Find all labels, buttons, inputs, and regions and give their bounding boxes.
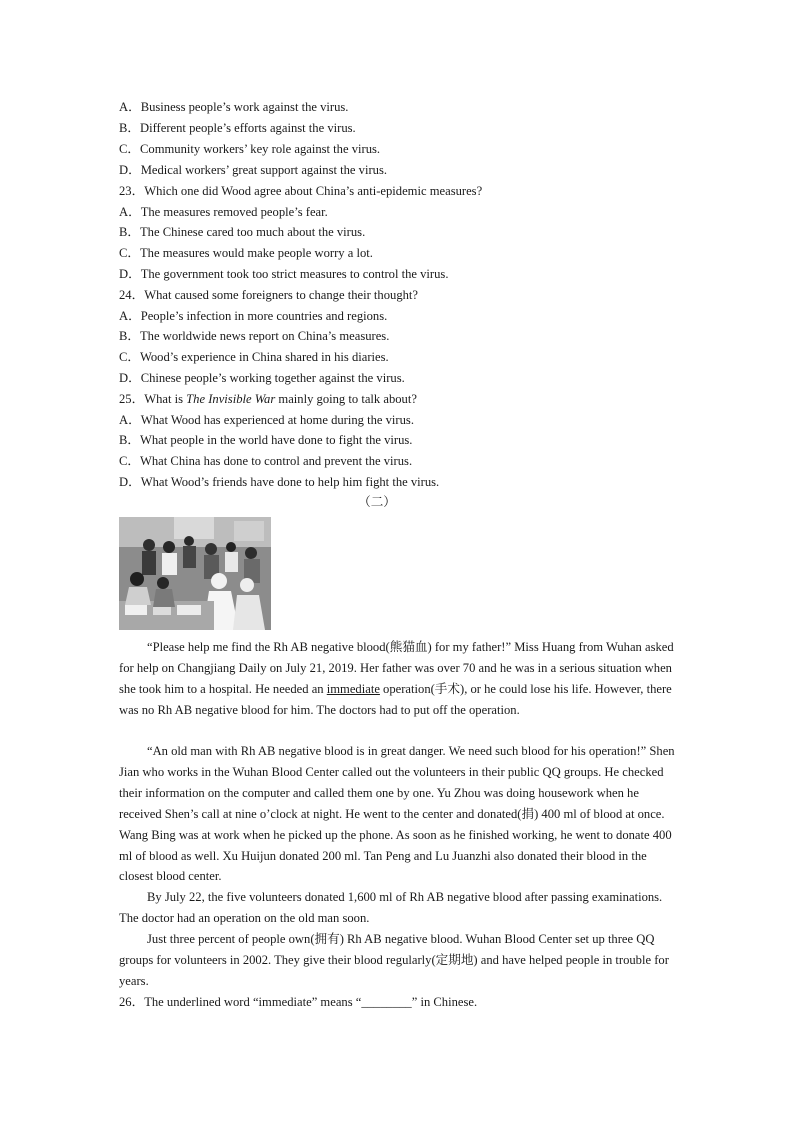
volunteers-photo: [119, 517, 271, 630]
q25-option-a: A．What Wood has experienced at home during the virus.: [119, 413, 414, 427]
q26-stem: 26．The underlined word “immediate” means “________” in Chinese.: [119, 995, 478, 1009]
q23-option-a: A．The measures removed people’s fear.: [119, 205, 328, 219]
passage-p3-text: By July 22, the five volunteers donated 1,600 ml of Rh AB negative blood after passing examinations. The doctor had an operation on the old man soon.: [119, 890, 663, 925]
q24-option-d: D．Chinese people’s working together against the virus.: [119, 371, 405, 385]
q25-book-title: The Invisible War: [186, 392, 276, 406]
q25-stem-suffix: mainly going to talk about?: [275, 392, 417, 406]
q25-stem-prefix: 25．What is: [119, 392, 187, 406]
q24-option-a: A．People’s infection in more countries and regions.: [119, 309, 388, 323]
passage-p1-part1: “Please help me find the Rh AB negative blood(熊猫血) for my father!” Miss Huang from Wuhan asked for help on Changjiang Daily on July 21, 2019. Her father was over 70 and he was in a serious situation when she took him to a hospital. He needed an: [119, 640, 674, 696]
q25-option-c: C．What China has done to control and prevent the virus.: [119, 454, 413, 468]
underlined-word-immediate: immediate: [326, 681, 380, 696]
q22-option-a: A．Business people’s work against the virus.: [119, 100, 349, 114]
q23-option-b: B．The Chinese cared too much about the virus.: [119, 225, 366, 239]
passage-paragraph-1: [119, 637, 679, 721]
passage-p2-text: “An old man with Rh AB negative blood is in great danger. We need such blood for his operation!” Shen Jian who works in the Wuhan Blood Center called out the volunteers in their public QQ groups. He checked their information on the computer and called them one by one. Yu Zhou was doing housework when he received Shen’s call at nine o’clock at night. He went to the center and donated(捐) 400 ml of blood at once. Wang Bing was at work when he picked up the phone. As soon as he finished working, he went to donate 400 ml of blood as well. Xu Huijun donated 200 ml. Tan Peng and Lu Juanzhi also donated their blood in the closest blood center.: [119, 744, 675, 884]
passage-paragraph-4: [119, 929, 679, 992]
passage-p1-part2: operation(手术), or he could lose his life. However, there was no Rh AB negative blood for him. The doctors had to put off the operation.: [119, 681, 672, 717]
passage-paragraph-3: [119, 887, 679, 929]
passage-p4-text: Just three percent of people own(拥有) Rh AB negative blood. Wuhan Blood Center set up three QQ groups for volunteers in 2002. They give their blood regularly(定期地) and have helped people in trouble for years.: [119, 932, 669, 988]
passage-paragraph-2: [119, 741, 679, 887]
q25-option-d: D．What Wood’s friends have done to help him fight the virus.: [119, 475, 440, 489]
q23-option-c: C．The measures would make people worry a lot.: [119, 246, 373, 260]
q22-option-d: D．Medical workers’ great support against the virus.: [119, 163, 388, 177]
section-heading: （二）: [358, 495, 396, 509]
q24-option-b: B．The worldwide news report on China’s measures.: [119, 329, 390, 343]
q22-option-c: C．Community workers’ key role against the virus.: [119, 142, 381, 156]
q22-option-b: B．Different people’s efforts against the virus.: [119, 121, 356, 135]
q23-option-d: D．The government took too strict measures to control the virus.: [119, 267, 449, 281]
q25-stem: [119, 391, 417, 407]
q25-option-b: B．What people in the world have done to fight the virus.: [119, 433, 413, 447]
q24-stem: 24．What caused some foreigners to change their thought?: [119, 288, 419, 302]
q24-option-c: C．Wood’s experience in China shared in his diaries.: [119, 350, 389, 364]
q23-stem: 23．Which one did Wood agree about China’s anti-epidemic measures?: [119, 184, 483, 198]
